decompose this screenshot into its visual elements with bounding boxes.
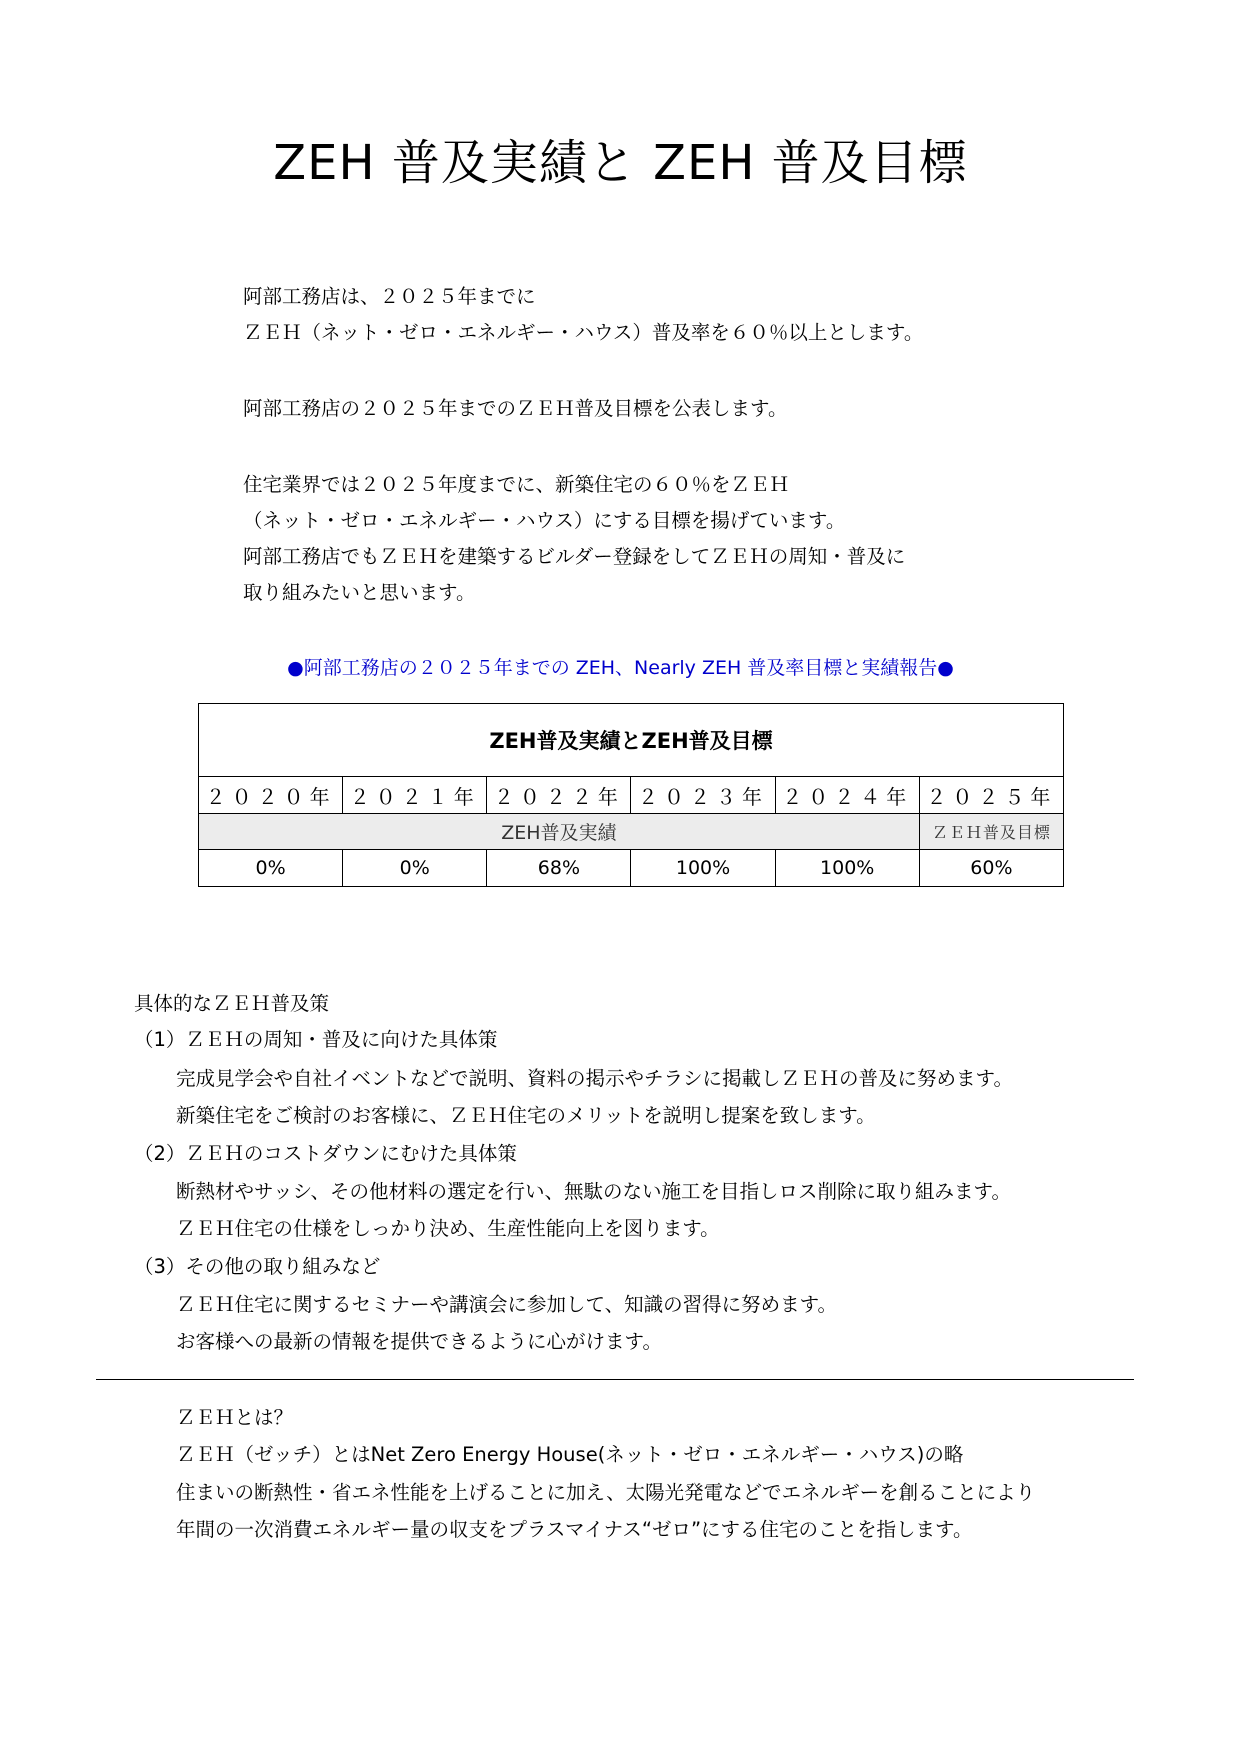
intro-line: 阿部工務店でもＺＥＨを建築するビルダー登録をしてＺＥＨの周知・普及に — [243, 545, 906, 568]
value-cell: 100% — [775, 850, 919, 887]
actual-label-cell: ZEH普及実績 — [199, 814, 920, 850]
intro-line: 阿部工務店は、２０２５年までに — [243, 285, 536, 308]
zeh-table — [198, 703, 1064, 887]
measure-item-line: 完成見学会や自社イベントなどで説明、資料の掲示やチラシに掲載しＺＥＨの普及に努めます。 — [176, 1067, 1013, 1090]
measure-item-title: （1）ＺＥＨの周知・普及に向けた具体策 — [134, 1028, 498, 1051]
year-cell: ２０２２年 — [487, 777, 631, 814]
year-cell: ２０２４年 — [775, 777, 919, 814]
measure-item-line: 断熱材やサッシ、その他材料の選定を行い、無駄のない施工を目指しロス削除に取り組みます。 — [176, 1180, 1011, 1203]
measure-item-title: （3）その他の取り組みなど — [134, 1255, 381, 1278]
year-cell: ２０２３年 — [631, 777, 775, 814]
value-cell: 68% — [487, 850, 631, 887]
measure-item-line: お客様への最新の情報を提供できるように心がけます。 — [176, 1330, 662, 1353]
measures-heading: 具体的なＺＥＨ普及策 — [134, 992, 330, 1015]
measure-item-line: 新築住宅をご検討のお客様に、ＺＥＨ住宅のメリットを説明し提案を致します。 — [176, 1104, 876, 1127]
measure-item-line: ＺＥＨ住宅の仕様をしっかり決め、生産性能向上を図ります。 — [176, 1217, 720, 1240]
report-heading: ●阿部工務店の２０２５年までの ZEH、Nearly ZEH 普及率目標と実績報告● — [287, 657, 954, 679]
definition-heading: ＺＥＨとは？ — [176, 1406, 294, 1429]
intro-line: ＺＥＨ（ネット・ゼロ・エネルギー・ハウス）普及率を６０％以上とします。 — [243, 321, 924, 344]
target-label-cell: ＺＥＨ普及目標 — [919, 814, 1063, 850]
measure-item-line: ＺＥＨ住宅に関するセミナーや講演会に参加して、知識の習得に努めます。 — [176, 1293, 838, 1316]
year-cell: ２０２５年 — [919, 777, 1063, 814]
section-divider — [96, 1379, 1134, 1380]
value-cell: 0% — [343, 850, 487, 887]
intro-line: （ネット・ゼロ・エネルギー・ハウス）にする目標を揚げています。 — [243, 509, 846, 532]
definition-line: ＺＥＨ（ゼッチ）とはNet Zero Energy House(ネット・ゼロ・エネルギー・ハウス)の略 — [176, 1443, 964, 1466]
measure-item-title: （2）ＺＥＨのコストダウンにむけた具体策 — [134, 1142, 517, 1165]
year-cell: ２０２１年 — [343, 777, 487, 814]
definition-line: 住まいの断熱性・省エネ性能を上げることに加え、太陽光発電などでエネルギーを創ることにより — [176, 1481, 1036, 1504]
intro-line: 取り組みたいと思います。 — [243, 581, 476, 604]
value-cell: 0% — [199, 850, 343, 887]
year-cell: ２０２０年 — [199, 777, 343, 814]
intro-line: 住宅業界では２０２５年度までに、新築住宅の６０％をＺＥＨ — [243, 473, 790, 496]
table-caption: ZEH普及実績とZEH普及目標 — [199, 704, 1064, 777]
value-cell: 100% — [631, 850, 775, 887]
value-cell: 60% — [919, 850, 1063, 887]
intro-line: 阿部工務店の２０２５年までのＺＥＨ普及目標を公表します。 — [243, 397, 788, 420]
page-title: ZEH 普及実績と ZEH 普及目標 — [273, 135, 968, 191]
definition-line: 年間の一次消費エネルギー量の収支をプラスマイナス“ゼロ”にする住宅のことを指します。 — [176, 1518, 973, 1541]
